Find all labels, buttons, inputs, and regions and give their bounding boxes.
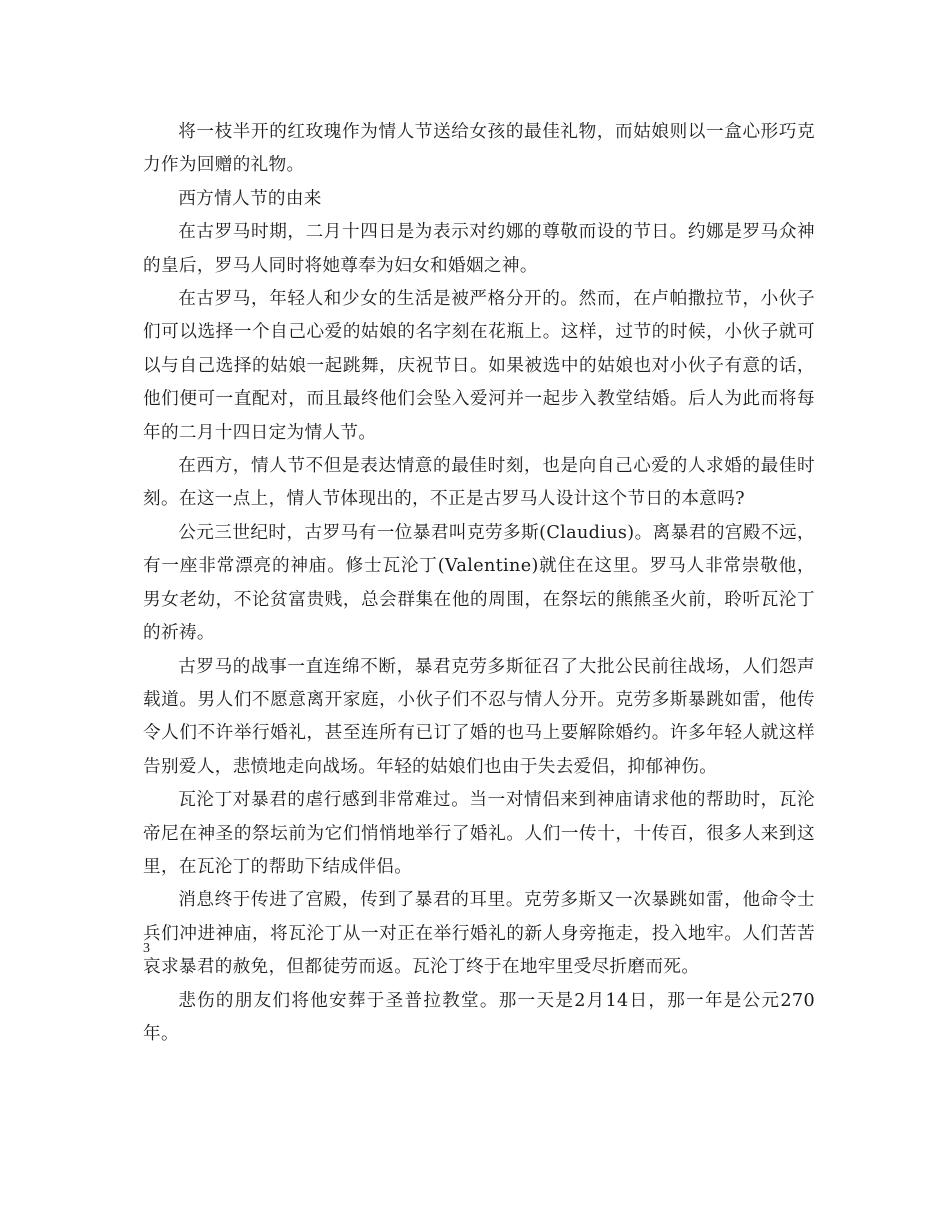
paragraph-juno-festival: 在古罗马时期，二月十四日是为表示对约娜的尊敬而设的节日。约娜是罗马众神的皇后，罗马人同时将她尊奉为妇女和婚姻之神。 [143,222,815,276]
paragraph-claudius-valentine: 公元三世纪时，古罗马有一位暴君叫克劳多斯(Claudius)。离暴君的宫殿不远，有一座非常漂亮的神庙。修士瓦沦丁(Valentine)就住在这里。罗马人非常崇敬他，男女老幼，不论贫富贵贱，总会群集在他的周围，在祭坛的熊熊圣火前，聆听瓦沦丁的祈祷。 [143,522,815,644]
paragraph-war-ban: 古罗马的战事一直连绵不断，暴君克劳多斯征召了大批公民前往战场，人们怨声载道。男人们不愿意离开家庭，小伙子们不忍与情人分开。克劳多斯暴跳如雷，他传令人们不许举行婚礼，甚至连所有已订了婚的也马上要解除婚约。许多年轻人就这样告别爱人，悲愤地走向战场。年轻的姑娘们也由于失去爱侣，抑郁神伤。 [143,656,815,777]
paragraph-lupercalia: 在古罗马，年轻人和少女的生活是被严格分开的。然而，在卢帕撒拉节，小伙子们可以选择一个自己心爱的姑娘的名字刻在花瓶上。这样，过节的时候，小伙子就可以与自己选择的姑娘一起跳舞，庆祝节日。如果被选中的姑娘也对小伙子有意的话，他们便可一直配对，而且最终他们会坠入爱河并一起步入教堂结婚。后人为此而将每年的二月十四日定为情人节。 [143,289,815,443]
page-number: 3 [143,941,150,956]
section-heading-origin: 西方情人节的由来 [178,188,322,209]
paragraph-proposal-moment: 在西方，情人节不但是表达情意的最佳时刻，也是向自己心爱的人求婚的最佳时刻。在这一点上，情人节体现出的，不正是古罗马人设计这个节日的本意吗? [143,456,815,510]
document-body [143,116,815,1051]
paragraph-secret-weddings: 瓦沦丁对暴君的虐行感到非常难过。当一对情侣来到神庙请求他的帮助时，瓦沦帝尼在神圣的祭坛前为它们悄悄地举行了婚礼。人们一传十，十传百，很多人来到这里，在瓦沦丁的帮助下结成伴侣。 [143,790,815,877]
paragraph-rose-gift: 将一枝半开的红玫瑰作为情人节送给女孩的最佳礼物，而姑娘则以一盒心形巧克力作为回赠的礼物。 [143,122,815,176]
paragraph-burial: 悲伤的朋友们将他安葬于圣普拉教堂。那一天是2月14日，那一年是公元270年。 [143,990,815,1044]
paragraph-imprisonment: 消息终于传进了宫殿，传到了暴君的耳里。克劳多斯又一次暴跳如雷，他命令士兵们冲进神庙，将瓦沦丁从一对正在举行婚礼的新人身旁拖走，投入地牢。人们苦苦哀求暴君的赦免，但都徒劳而返。瓦沦丁终于在地牢里受尽折磨而死。 [143,890,815,978]
